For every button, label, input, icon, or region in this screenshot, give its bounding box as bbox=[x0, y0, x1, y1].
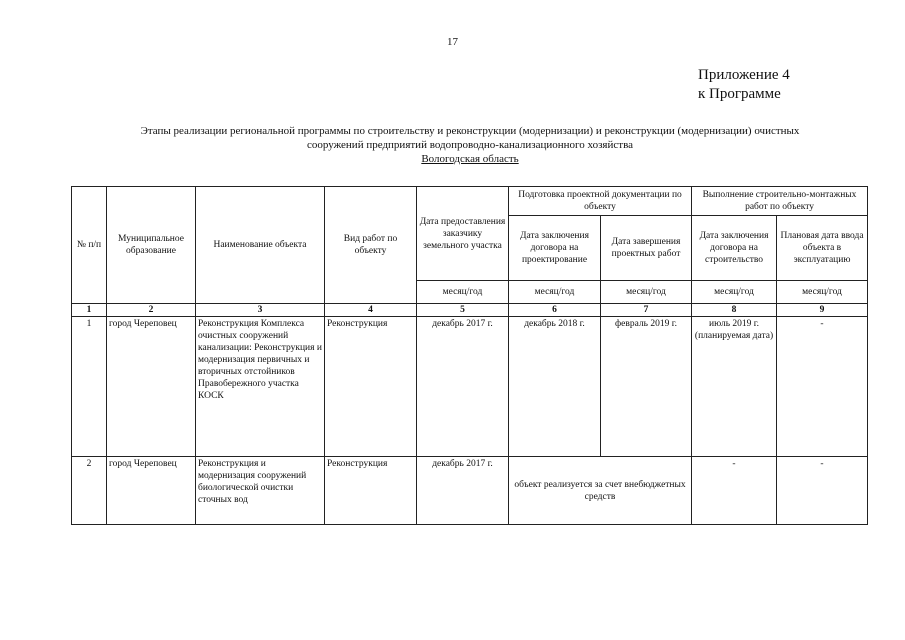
document-heading bbox=[60, 124, 880, 166]
header-design-end: Дата завершения проектных работ bbox=[601, 216, 692, 281]
header-date-provided: Дата предоставления заказчику земельного участка bbox=[417, 187, 509, 281]
row-work-type: Реконструкция bbox=[325, 457, 417, 525]
row-work-type: Реконструкция bbox=[325, 317, 417, 457]
header-group-design: Подготовка проектной документации по объекту bbox=[509, 187, 692, 216]
row-design-contract: декабрь 2018 г. bbox=[509, 317, 601, 457]
header-build-contract: Дата заключения договора на строительство bbox=[692, 216, 777, 281]
heading-line-2: сооружений предприятий водопроводно-канализационного хозяйства bbox=[306, 139, 633, 151]
unit-cell: месяц/год bbox=[417, 281, 509, 304]
appendix-line-2: к Программе bbox=[698, 86, 781, 102]
table-row bbox=[72, 317, 868, 457]
row-build-contract: июль 2019 г. (планируемая дата) bbox=[692, 317, 777, 457]
row-date-provided: декабрь 2017 г. bbox=[417, 317, 509, 457]
header-object-name: Наименование объекта bbox=[196, 187, 325, 304]
header-design-contract: Дата заключения договора на проектирование bbox=[509, 216, 601, 281]
row-object-name: Реконструкция и модернизация сооружений биологической очистки сточных вод bbox=[196, 457, 325, 525]
column-number: 8 bbox=[692, 304, 777, 317]
header-group-build: Выполнение строительно-монтажных работ по объекту bbox=[692, 187, 868, 216]
column-number: 5 bbox=[417, 304, 509, 317]
unit-cell: месяц/год bbox=[777, 281, 868, 304]
header-commission: Плановая дата ввода объекта в эксплуатацию bbox=[777, 216, 868, 281]
appendix-label bbox=[698, 66, 790, 104]
heading-region: Вологодская область bbox=[421, 153, 519, 165]
row-commission: - bbox=[777, 457, 868, 525]
unit-cell: месяц/год bbox=[692, 281, 777, 304]
column-number: 2 bbox=[107, 304, 196, 317]
row-num: 1 bbox=[72, 317, 107, 457]
page-number: 17 bbox=[447, 36, 458, 48]
column-number: 3 bbox=[196, 304, 325, 317]
column-number: 9 bbox=[777, 304, 868, 317]
header-work-type: Вид работ по объекту bbox=[325, 187, 417, 304]
heading-line-1: Этапы реализации региональной программы по строительству и реконструкции (модернизации) и реконструкции (модернизации) очистных bbox=[140, 125, 800, 137]
row-commission: - bbox=[777, 317, 868, 457]
header-municipality: Муниципальное образование bbox=[107, 187, 196, 304]
column-number: 1 bbox=[72, 304, 107, 317]
unit-cell: месяц/год bbox=[509, 281, 601, 304]
column-number: 7 bbox=[601, 304, 692, 317]
appendix-line-1: Приложение 4 bbox=[698, 67, 790, 83]
table-row bbox=[72, 457, 868, 525]
row-municipality: город Череповец bbox=[107, 457, 196, 525]
column-number-row bbox=[72, 304, 868, 317]
stages-table bbox=[71, 186, 868, 525]
row-date-provided: декабрь 2017 г. bbox=[417, 457, 509, 525]
row-object-name: Реконструкция Комплекса очистных сооружений канализации: Реконструкция и модернизация первичных и вторичных отстойников Правобережного участка КОСК bbox=[196, 317, 325, 457]
row-municipality: город Череповец bbox=[107, 317, 196, 457]
column-number: 4 bbox=[325, 304, 417, 317]
row-design-end: февраль 2019 г. bbox=[601, 317, 692, 457]
header-num: № п/п bbox=[72, 187, 107, 304]
column-number: 6 bbox=[509, 304, 601, 317]
row-build-contract: - bbox=[692, 457, 777, 525]
row-design-merged: объект реализуется за счет внебюджетных средств bbox=[509, 457, 692, 525]
row-num: 2 bbox=[72, 457, 107, 525]
unit-cell: месяц/год bbox=[601, 281, 692, 304]
